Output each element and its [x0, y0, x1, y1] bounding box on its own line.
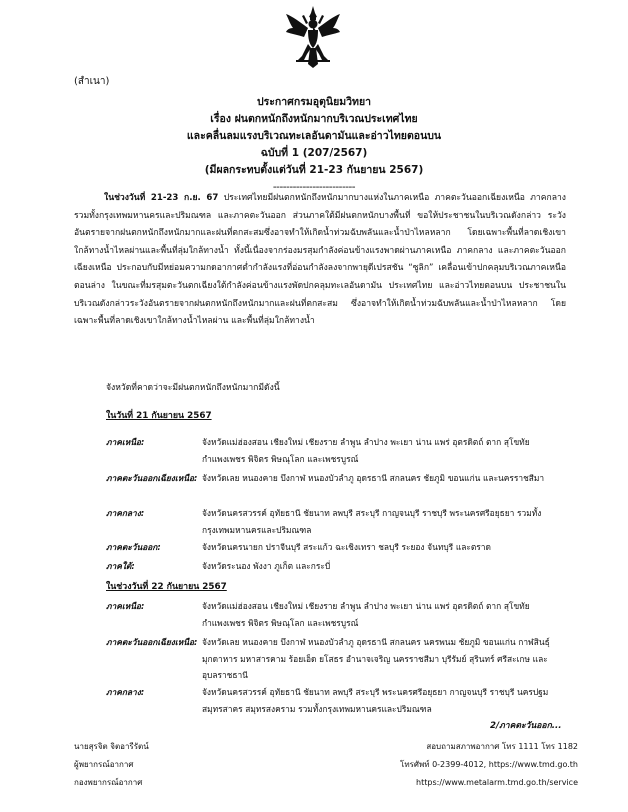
phone-website-text[interactable]: โทรศัพท์ 0-2399-4012, https://www.tmd.go.th: [400, 760, 578, 769]
region-label: ภาคเหนือ:: [106, 601, 145, 611]
region-label: ภาคกลาง:: [106, 687, 145, 697]
agency-title: ประกาศกรมอุตุนิยมวิทยา: [256, 96, 372, 108]
region-label: ภาคใต้:: [106, 561, 135, 571]
province-list: จังหวัดนครสวรรค์ อุทัยธานี ชัยนาท ลพบุรี สระบุรี กาญจนบุรี ราชบุรี พระนครศรีอยุธยา รวมทั้งกรุงเทพมหานครและปริมณฑล: [202, 508, 542, 535]
region-label: ภาคเหนือ:: [106, 437, 145, 447]
effective-dates: (มีผลกระทบตั้งแต่วันที่ 21-23 กันยายน 2567): [204, 164, 424, 176]
hotline-text: สอบถามสภาพอากาศ โทร 1111 โทร 1182: [426, 742, 578, 751]
footer-contact-block: [400, 738, 578, 792]
copy-label: (สำเนา): [74, 76, 110, 87]
signer-name: นายสุรจิต จิตอารีรัตน์: [74, 742, 149, 751]
body-paragraph: [74, 190, 566, 331]
province-list: จังหวัดนครสวรรค์ อุทัยธานี ชัยนาท ลพบุรี สระบุรี พระนครศรีอยุธยา กาญจนบุรี ราชบุรี นครปฐม สมุทรสาคร สมุทรสงคราม รวมทั้งกรุงเทพมหานครและปริมณฑล: [202, 687, 549, 714]
subject-line-1: เรื่อง ฝนตกหนักถึงหนักมากบริเวณประเทศไทย: [210, 113, 418, 125]
province-list-intro: จังหวัดที่คาดว่าจะมีฝนตกหนักถึงหนักมากมีดังนี้: [106, 383, 280, 393]
announcement-header: [0, 94, 628, 195]
signer-division: กองพยากรณ์อากาศ: [74, 778, 143, 787]
day-1-date: ในวันที่ 21 กันยายน 2567: [106, 411, 212, 421]
region-label: ภาคตะวันออก:: [106, 542, 161, 552]
province-list: จังหวัดเลย หนองคาย บึงกาฬ หนองบัวลำภู อุดรธานี สกลนคร นครพนม ชัยภูมิ ขอนแก่น กาฬสินธุ์ มุกดาหาร มหาสารคาม ร้อยเอ็ด ยโสธร อำนาจเจริญ นครราชสีมา บุรีรัมย์ สุรินทร์ ศรีสะเกษ และอุบลราชธานี: [202, 637, 550, 680]
region-label: ภาคกลาง:: [106, 508, 145, 518]
issue-number: ฉบับที่ 1 (207/2567): [260, 147, 368, 159]
province-list: จังหวัดแม่ฮ่องสอน เชียงใหม่ เชียงราย ลำพูน ลำปาง พะเยา น่าน แพร่ อุตรดิตถ์ ตาก สุโขทัย กำแพงเพชร พิจิตร พิษณุโลก และเพชรบูรณ์: [202, 601, 530, 628]
day-2-date: ในช่วงวันที่ 22 กันยายน 2567: [106, 582, 227, 592]
footer-signer-block: [74, 738, 149, 792]
subject-line-2: และคลื่นลมแรงบริเวณทะเลอันดามันและอ่าวไทยตอนบน: [186, 130, 442, 142]
province-list: จังหวัดระนอง พังงา ภูเก็ต และกระบี่: [202, 561, 331, 571]
service-link[interactable]: https://www.metalarm.tmd.go.th/service: [416, 778, 578, 787]
region-label: ภาคตะวันออกเฉียงเหนือ:: [106, 473, 198, 483]
signer-title: ผู้พยากรณ์อากาศ: [74, 760, 134, 769]
header-divider: -------------------------: [272, 181, 356, 193]
province-list: จังหวัดเลย หนองคาย บึงกาฬ หนองบัวลำภู อุดรธานี สกลนคร ชัยภูมิ ขอนแก่น และนครราชสีมา: [202, 473, 545, 483]
body-text: ประเทศไทยมีฝนตกหนักถึงหนักมากบางแห่งในภาคเหนือ ภาคตะวันออกเฉียงเหนือ ภาคกลาง รวมทั้งกรุงเทพมหานครและปริมณฑล และภาคตะวันออก ส่วนภาคใต้มีฝนตกหนักบางพื้นที่ ขอให้ประชาชนในบริเวณดังกล่าว ระวังอันตรายจากฝนตกหนักถึงหนักมากและฝนที่ตกสะสมซึ่งอาจทำให้เกิดน้ำท่วมฉับพลันและน้ำป่าไหลหลาก โดยเฉพาะพื้นที่ลาดเชิงเขาใกล้ทางน้ำไหลผ่านและพื้นที่ลุ่มใกล้ทางน้ำ ทั้งนี้เนื่องจากร่องมรสุมกำลังค่อนข้างแรงพาดผ่านภาคเหนือ ภาคกลาง และภาคตะวันออกเฉียงเหนือ ประกอบกับมีหย่อมความกดอากาศต่ำกำลังแรงที่อ่อนกำลังลงจากพายุดีเปรสชัน “ซูลิก” เคลื่อนเข้าปกคลุมบริเวณภาคเหนือตอนล่าง ในขณะที่มรสุมตะวันตกเฉียงใต้กำลังค่อนข้างแรงพัดปกคลุมทะเลอันดามัน ประเทศไทย และอ่าวไทยตอนบน ประชาชนในบริเวณดังกล่าวระวังอันตรายจากฝนตกหนักถึงหนักมากและฝนที่ตกสะสม ซึ่งอาจทำให้เกิดน้ำท่วมฉับพลันและน้ำป่าไหลหลาก โดยเฉพาะพื้นที่ลาดเชิงเขาใกล้ทางน้ำไหลผ่าน และพื้นที่ลุ่มใกล้ทางน้ำ: [74, 193, 567, 327]
garuda-emblem-icon: [284, 4, 342, 70]
next-page-marker: 2/ภาคตะวันออก...: [490, 721, 562, 731]
region-label: ภาคตะวันออกเฉียงเหนือ:: [106, 637, 198, 647]
province-list: จังหวัดแม่ฮ่องสอน เชียงใหม่ เชียงราย ลำพูน ลำปาง พะเยา น่าน แพร่ อุตรดิตถ์ ตาก สุโขทัย กำแพงเพชร พิจิตร พิษณุโลก และเพชรบูรณ์: [202, 437, 530, 464]
body-lead: ในช่วงวันที่ 21-23 ก.ย. 67: [104, 193, 219, 203]
province-list: จังหวัดนครนายก ปราจีนบุรี สระแก้ว ฉะเชิงเทรา ชลบุรี ระยอง จันทบุรี และตราด: [202, 542, 491, 552]
